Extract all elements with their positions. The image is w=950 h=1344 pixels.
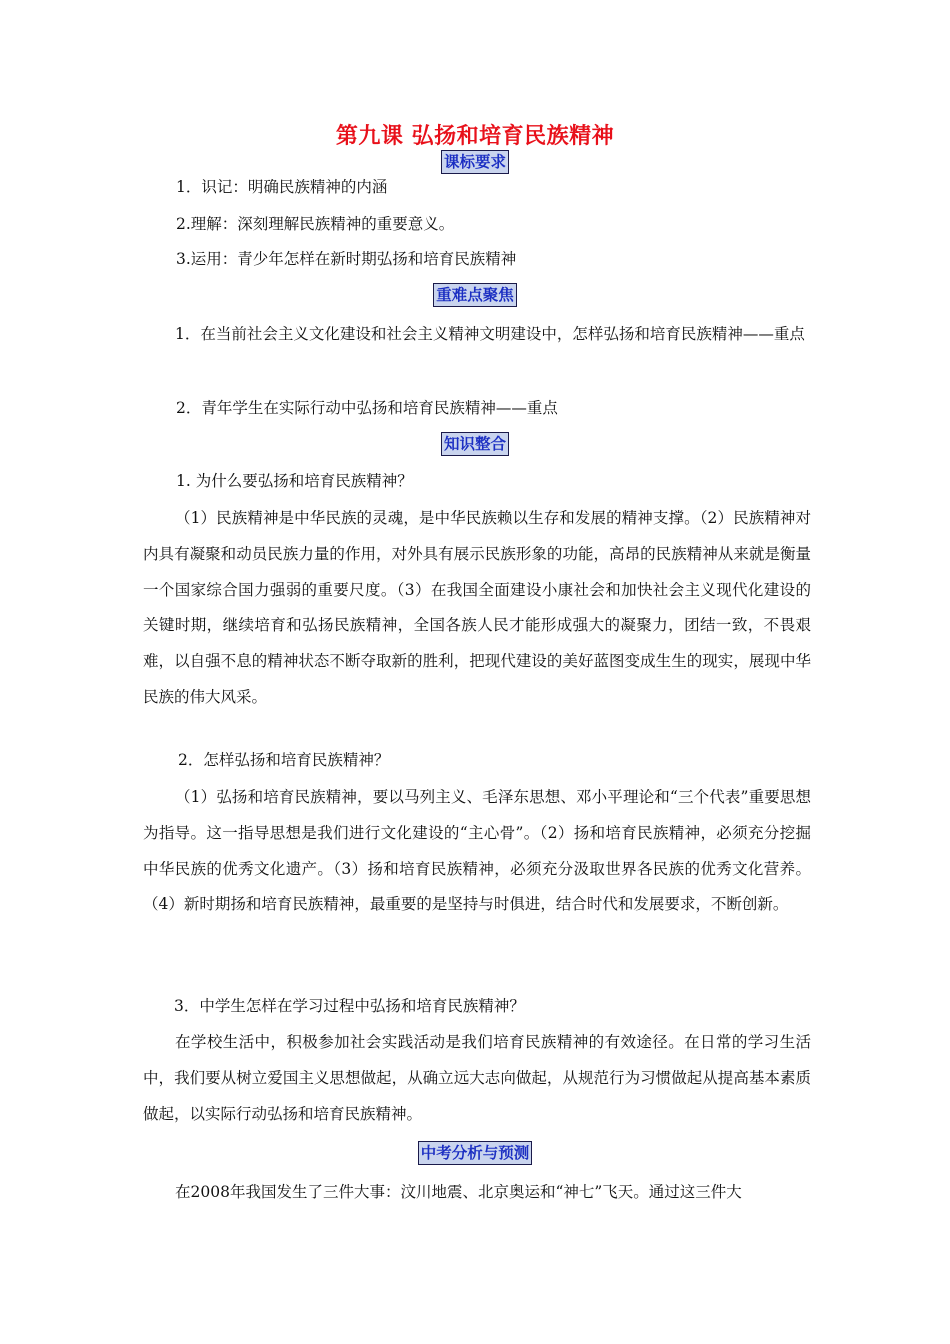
section-heading-exam-analysis <box>0 1141 950 1165</box>
section-label: 重难点聚焦 <box>433 283 517 307</box>
question-1: 1. 为什么要弘扬和培育民族精神？ <box>176 472 413 490</box>
section-heading-knowledge <box>0 432 950 456</box>
requirement-item: 2.理解：深刻理解民族精神的重要意义。 <box>176 215 455 233</box>
answer-1: （1）民族精神是中华民族的灵魂，是中华民族赖以生存和发展的精神支撑。（2）民族精神对内具有凝聚和动员民族力量的作用，对外具有展示民族形象的功能，高昂的民族精神从来就是衡量一个国家综合国力强弱的重要尺度。（3）在我国全面建设小康社会和加快社会主义现代化建设的关键时期，继续培育和弘扬民族精神，全国各族人民才能形成强大的凝聚力，团结一致，不畏艰难，以自强不息的精神状态不断夺取新的胜利，把现代建设的美好蓝图变成生生的现实，展现中华民族的伟大风采。 <box>143 509 811 706</box>
focus-item-2: 2．青年学生在实际行动中弘扬和培育民族精神——重点 <box>176 399 558 417</box>
section-heading-curriculum <box>0 150 950 174</box>
page-title: 第九课 弘扬和培育民族精神 <box>335 123 615 149</box>
answer-2: （1）弘扬和培育民族精神，要以马列主义、毛泽东思想、邓小平理论和“三个代表”重要思想为指导。这一指导思想是我们进行文化建设的“主心骨”。（2）扬和培育民族精神，必须充分挖掘中华民族的优秀文化遗产。（3）扬和培育民族精神，必须充分汲取世界各民族的优秀文化营养。（4）新时期扬和培育民族精神，最重要的是坚持与时俱进，结合时代和发展要求，不断创新。 <box>143 788 811 914</box>
section-label: 课标要求 <box>441 150 509 174</box>
requirement-item: 3.运用：青少年怎样在新时期弘扬和培育民族精神 <box>176 250 517 268</box>
answer-3: 在学校生活中，积极参加社会实践活动是我们培育民族精神的有效途径。在日常的学习生活中，我们要从树立爱国主义思想做起，从确立远大志向做起，从规范行为习惯做起从提高基本素质做起，以实际行动弘扬和培育民族精神。 <box>143 1033 811 1123</box>
question-3: 3．中学生怎样在学习过程中弘扬和培育民族精神？ <box>174 997 525 1015</box>
analysis-paragraph: 在2008年我国发生了三件大事：汶川地震、北京奥运和“神七”飞天。通过这三件大 <box>175 1183 742 1201</box>
focus-item-1: 1．在当前社会主义文化建设和社会主义精神文明建设中，怎样弘扬和培育民族精神——重点 <box>175 325 805 343</box>
requirement-item: 1．识记：明确民族精神的内涵 <box>176 178 388 196</box>
question-2: 2．怎样弘扬和培育民族精神？ <box>178 751 390 769</box>
section-label: 中考分析与预测 <box>418 1141 533 1165</box>
section-heading-focus <box>0 283 950 307</box>
section-label: 知识整合 <box>441 432 509 456</box>
